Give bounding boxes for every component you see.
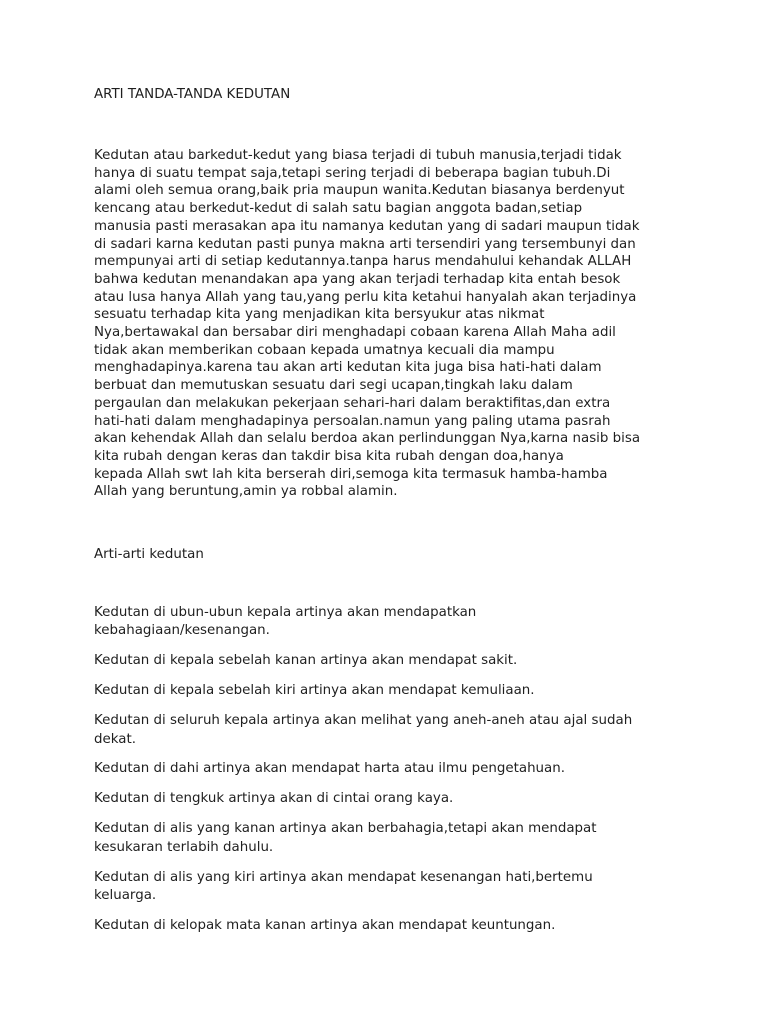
meaning-text: Kedutan di seluruh kepala artinya akan melihat yang aneh-aneh atau ajal sudah [94, 713, 633, 729]
meaning-item [94, 790, 690, 808]
intro-line: bahwa kedutan menandakan apa yang akan terjadi terhadap kita entah besok [94, 271, 621, 287]
section-title: Arti-arti kedutan [94, 547, 204, 562]
meaning-item [94, 917, 690, 935]
meaning-item [94, 820, 690, 857]
meaning-text: Kedutan di dahi artinya akan mendapat harta atau ilmu pengetahuan. [94, 761, 565, 777]
meaning-list [94, 604, 690, 947]
meaning-text: Kedutan di kepala sebelah kiri artinya akan mendapat kemuliaan. [94, 683, 535, 699]
intro-line: Nya,bertawakal dan bersabar diri menghadapi cobaan karena Allah Maha adil [94, 325, 616, 341]
meaning-text: Kedutan di alis yang kiri artinya akan mendapat kesenangan hati,bertemu [94, 869, 593, 885]
intro-line: kencang atau berkedut-kedut di salah satu bagian anggota badan,setiap [94, 201, 583, 217]
meaning-text: dekat. [94, 731, 136, 747]
meaning-text: kebahagiaan/kesenangan. [94, 623, 270, 639]
intro-line: hati-hati dalam menghadapinya persoalan.namun yang paling utama pasrah [94, 413, 611, 429]
intro-line: kita rubah dengan keras dan takdir bisa kita rubah dengan doa,hanya [94, 448, 564, 464]
meaning-text: Kedutan di alis yang kanan artinya akan berbahagia,tetapi akan mendapat [94, 821, 597, 837]
meaning-text: Kedutan di tengkuk artinya akan di cintai orang kaya. [94, 791, 454, 807]
meaning-text: Kedutan di kepala sebelah kanan artinya akan mendapat sakit. [94, 653, 518, 669]
intro-line: Kedutan atau barkedut-kedut yang biasa terjadi di tubuh manusia,terjadi tidak [94, 148, 622, 163]
intro-line: tidak akan memberikan cobaan kepada umatnya kecuali dia mampu [94, 342, 555, 358]
intro-line: manusia pasti merasakan apa itu namanya kedutan yang di sadari maupun tidak [94, 218, 640, 234]
intro-paragraph [94, 147, 690, 501]
intro-line: menghadapinya.karena tau akan arti kedutan kita juga bisa hati-hati dalam [94, 360, 602, 376]
meaning-item [94, 682, 690, 700]
intro-line: Allah yang beruntung,amin ya robbal alamin. [94, 484, 398, 500]
intro-line: di sadari karna kedutan pasti punya makna arti tersendiri yang tersembunyi dan [94, 236, 636, 252]
meaning-text: keluarga. [94, 887, 157, 903]
intro-line: hanya di suatu tempat saja,tetapi sering terjadi di beberapa bagian tubuh.Di [94, 165, 611, 181]
meaning-item [94, 652, 690, 670]
intro-line: akan kehendak Allah dan selalu berdoa akan perlindunggan Nya,karna nasib bisa [94, 431, 641, 447]
intro-line: alami oleh semua orang,baik pria maupun wanita.Kedutan biasanya berdenyut [94, 183, 625, 199]
meaning-item [94, 604, 690, 641]
intro-line: sesuatu terhadap kita yang menjadikan kita bersyukur atas nikmat [94, 307, 545, 323]
meaning-item [94, 869, 690, 906]
meaning-text: Kedutan di ubun-ubun kepala artinya akan mendapatkan [94, 605, 477, 620]
intro-line: berbuat dan memutuskan sesuatu dari segi ucapan,tingkah laku dalam [94, 378, 573, 394]
meaning-item [94, 712, 690, 749]
meaning-text: Kedutan di kelopak mata kanan artinya akan mendapat keuntungan. [94, 917, 556, 933]
intro-line: pergaulan dan melakukan pekerjaan sehari-hari dalam beraktifitas,dan extra [94, 395, 611, 411]
document-title: ARTI TANDA-TANDA KEDUTAN [94, 87, 291, 102]
meaning-text: kesukaran terlabih dahulu. [94, 839, 274, 855]
intro-line: kepada Allah swt lah kita berserah diri,semoga kita termasuk hamba-hamba [94, 466, 608, 482]
intro-line: atau lusa hanya Allah yang tau,yang perlu kita ketahui hanyalah akan terjadinya [94, 289, 637, 305]
meaning-item [94, 760, 690, 778]
intro-line: mempunyai arti di setiap kedutannya.tanpa harus mendahului kehandak ALLAH [94, 254, 632, 270]
